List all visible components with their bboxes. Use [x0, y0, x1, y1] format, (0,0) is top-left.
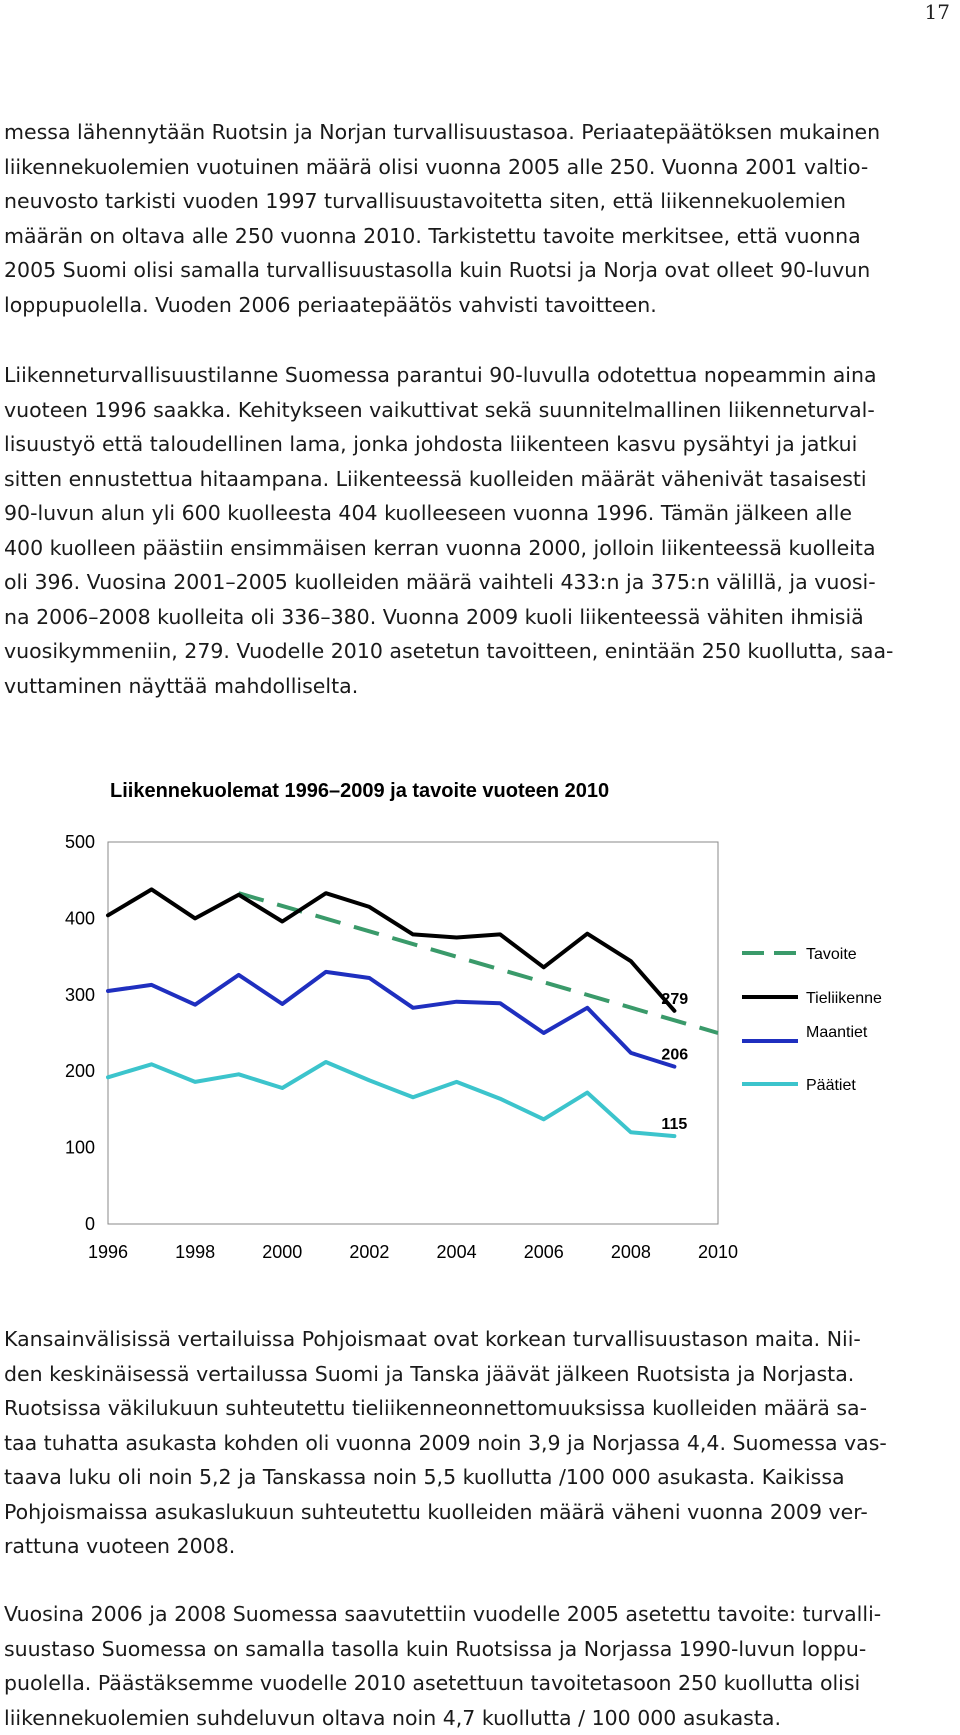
- text-line: määrän on oltava alle 250 vuonna 2010. Tarkistettu tavoite merkitsee, että vuonna: [4, 219, 956, 254]
- chart-axes: [65, 832, 738, 1262]
- data-label: 279: [661, 991, 688, 1008]
- legend-label: Tavoite: [806, 946, 857, 963]
- x-tick-label: 2004: [437, 1242, 477, 1262]
- text-line: loppupuolella. Vuoden 2006 periaatepäätös vahvisti tavoitteen.: [4, 288, 956, 323]
- text-line: liikennekuolemien vuotuinen määrä olisi vuonna 2005 alle 250. Vuonna 2001 valtio-: [4, 150, 956, 185]
- paragraph: [4, 1597, 956, 1735]
- text-line: Vuosina 2006 ja 2008 Suomessa saavutettiin vuodelle 2005 asetettu tavoite: turvalli-: [4, 1597, 956, 1632]
- series-line-maantiet: [108, 972, 674, 1067]
- text-line: rattuna vuoteen 2008.: [4, 1529, 956, 1564]
- text-line: taava luku oli noin 5,2 ja Tanskassa noin 5,5 kuollutta /100 000 asukasta. Kaikissa: [4, 1460, 956, 1495]
- text-line: 400 kuolleen päästiin ensimmäisen kerran vuonna 2000, jolloin liikenteessä kuolleita: [4, 531, 956, 566]
- chart-legend: [742, 946, 882, 1094]
- x-tick-label: 2000: [262, 1242, 302, 1262]
- series-line-päätiet: [108, 1062, 674, 1136]
- chart-title: Liikennekuolemat 1996–2009 ja tavoite vuoteen 2010: [110, 780, 609, 802]
- y-tick-label: 0: [85, 1214, 95, 1234]
- text-line: liikennekuolemien suhdeluvun oltava noin 4,7 kuollutta / 100 000 asukasta.: [4, 1701, 956, 1735]
- paragraph: [4, 1322, 956, 1564]
- chart-series: [108, 889, 718, 1136]
- data-label: 115: [661, 1116, 687, 1133]
- x-tick-label: 2010: [698, 1242, 738, 1262]
- text-line: Ruotsissa väkilukuun suhteutettu tieliikenneonnettomuuksissa kuolleiden määrä sa-: [4, 1391, 956, 1426]
- y-tick-label: 300: [65, 985, 95, 1005]
- x-tick-label: 1996: [88, 1242, 128, 1262]
- text-line: taa tuhatta asukasta kohden oli vuonna 2009 noin 3,9 ja Norjassa 4,4. Suomessa vas-: [4, 1426, 956, 1461]
- legend-label: Tieliikenne: [806, 990, 882, 1007]
- text-line: vuosikymmeniin, 279. Vuodelle 2010 asetetun tavoitteen, enintään 250 kuollutta, saa-: [4, 634, 956, 669]
- text-line: sitten ennustettua hitaampana. Liikenteessä kuolleiden määrät vähenivät tasaisesti: [4, 462, 956, 497]
- text-line: Pohjoismaissa asukaslukuun suhteutettu kuolleiden määrä väheni vuonna 2009 ver-: [4, 1495, 956, 1530]
- x-tick-label: 2008: [611, 1242, 651, 1262]
- plot-frame: [108, 842, 718, 1224]
- text-line: vuoteen 1996 saakka. Kehitykseen vaikuttivat sekä suunnitelmallinen liikenneturval-: [4, 393, 956, 428]
- paragraph: [4, 358, 956, 703]
- text-line: vuttaminen näyttää mahdolliselta.: [4, 669, 956, 704]
- y-tick-label: 400: [65, 908, 95, 928]
- text-line: den keskinäisessä vertailussa Suomi ja Tanska jäävät jälkeen Ruotsista ja Norjasta.: [4, 1357, 956, 1392]
- text-line: Kansainvälisissä vertailuissa Pohjoismaat ovat korkean turvallisuustason maita. Nii-: [4, 1322, 956, 1357]
- text-line: neuvosto tarkisti vuoden 1997 turvallisuustavoitetta siten, että liikennekuolemien: [4, 184, 956, 219]
- page-number: 17: [925, 0, 950, 24]
- x-tick-label: 1998: [175, 1242, 215, 1262]
- y-tick-label: 500: [65, 832, 95, 852]
- paragraph: [4, 115, 956, 322]
- text-line: na 2006–2008 kuolleita oli 336–380. Vuonna 2009 kuoli liikenteessä vähiten ihmisiä: [4, 600, 956, 635]
- line-chart: [0, 760, 960, 1280]
- series-line-tavoite: [239, 893, 718, 1033]
- y-tick-label: 100: [65, 1138, 95, 1158]
- x-tick-label: 2006: [524, 1242, 564, 1262]
- text-line: oli 396. Vuosina 2001–2005 kuolleiden määrä vaihteli 433:n ja 375:n välillä, ja vuosi-: [4, 565, 956, 600]
- data-label: 206: [661, 1047, 688, 1064]
- legend-label: Maantiet: [806, 1024, 868, 1041]
- text-line: puolella. Päästäksemme vuodelle 2010 asetettuun tavoitetasoon 250 kuollutta olisi: [4, 1666, 956, 1701]
- y-tick-label: 200: [65, 1061, 95, 1081]
- text-line: messa lähennytään Ruotsin ja Norjan turvallisuustasoa. Periaatepäätöksen mukainen: [4, 115, 956, 150]
- text-line: Liikenneturvallisuustilanne Suomessa parantui 90-luvulla odotettua nopeammin aina: [4, 358, 956, 393]
- text-line: 90-luvun alun yli 600 kuolleesta 404 kuolleeseen vuonna 1996. Tämän jälkeen alle: [4, 496, 956, 531]
- legend-label: Päätiet: [806, 1077, 856, 1094]
- text-line: 2005 Suomi olisi samalla turvallisuustasolla kuin Ruotsi ja Norja ovat olleet 90-luvun: [4, 253, 956, 288]
- text-line: lisuustyö että taloudellinen lama, jonka johdosta liikenteen kasvu pysähtyi ja jatkui: [4, 427, 956, 462]
- text-line: suustaso Suomessa on samalla tasolla kuin Ruotsissa ja Norjassa 1990-luvun loppu-: [4, 1632, 956, 1667]
- x-tick-label: 2002: [349, 1242, 389, 1262]
